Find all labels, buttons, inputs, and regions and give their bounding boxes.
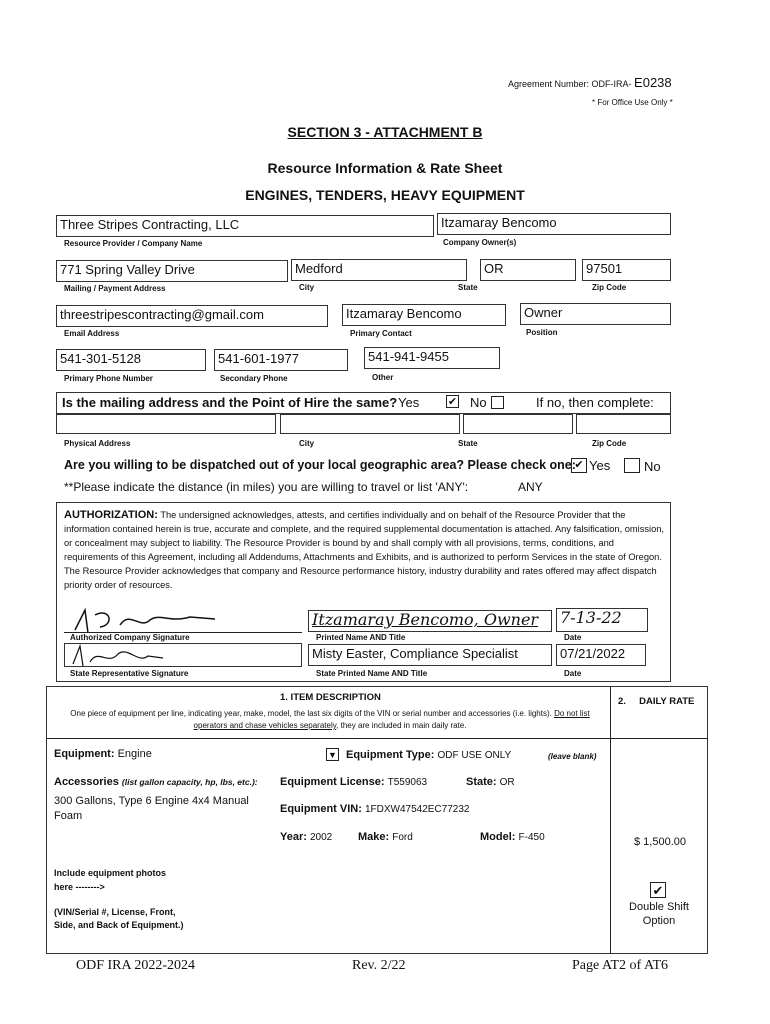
city-label: City bbox=[299, 283, 315, 292]
physical-state-label: State bbox=[458, 439, 478, 448]
primary-contact-field[interactable]: Itzamaray Bencomo bbox=[342, 304, 506, 326]
item-table-header-divider bbox=[46, 738, 708, 739]
physical-city-field[interactable] bbox=[280, 414, 460, 434]
other-phone-field[interactable]: 541-941-9455 bbox=[364, 347, 500, 369]
make-value: Ford bbox=[392, 832, 413, 843]
dispatch-no-label: No bbox=[644, 459, 661, 474]
date2-label: Date bbox=[564, 669, 582, 678]
state-label: State bbox=[458, 283, 478, 292]
footer-right: Page AT2 of AT6 bbox=[572, 958, 669, 973]
printed-name-field[interactable] bbox=[308, 610, 552, 632]
signature-scribble-icon bbox=[70, 605, 220, 635]
primary-phone-field[interactable]: 541-301-5128 bbox=[56, 349, 206, 371]
leave-blank-note: (leave blank) bbox=[548, 752, 597, 761]
double-shift-label: Double Shift Option bbox=[629, 901, 689, 927]
category-title: ENGINES, TENDERS, HEAVY EQUIPMENT bbox=[245, 187, 525, 203]
poh-no-label: No bbox=[470, 395, 487, 410]
make-row bbox=[358, 831, 413, 843]
section1-note-end: , they are included in main daily rate. bbox=[336, 721, 467, 730]
section1-note-underlined: Do not list operators and chase vehicles separately bbox=[193, 709, 590, 730]
state-field[interactable]: OR bbox=[480, 259, 576, 281]
photos-note: (VIN/Serial #, License, Front, Side, and Back of Equipment.) bbox=[54, 907, 184, 930]
state-signature-field[interactable] bbox=[64, 643, 302, 667]
printed-name-value: Itzamaray Bencomo, Owner bbox=[312, 610, 539, 629]
zip-label: Zip Code bbox=[592, 283, 627, 292]
accessories-value: 300 Gallons, Type 6 Engine 4x4 Manual Foam bbox=[54, 795, 249, 822]
dispatch-no-checkbox[interactable] bbox=[624, 458, 640, 473]
accessories-hint: (list gallon capacity, hp, lbs, etc.): bbox=[121, 777, 258, 787]
poh-no-checkbox[interactable] bbox=[491, 396, 504, 409]
dispatch-question: Are you willing to be dispatched out of your local geographic area? Please check one: bbox=[64, 458, 576, 472]
poh-yes-label: Yes bbox=[398, 395, 420, 410]
section1-note bbox=[60, 708, 600, 732]
company-signature-label: Authorized Company Signature bbox=[70, 633, 190, 642]
vin-row bbox=[280, 803, 469, 815]
year-value: 2002 bbox=[309, 832, 333, 843]
date1-value: 7-13-22 bbox=[560, 608, 622, 627]
license-value: T559063 bbox=[387, 777, 428, 788]
daily-rate-value: $ 1,500.00 bbox=[634, 836, 686, 848]
other-phone-label: Other bbox=[372, 373, 394, 382]
dispatch-yes-label: Yes bbox=[589, 458, 611, 473]
section2-title: 2. DAILY RATE bbox=[618, 696, 695, 707]
license-label: Equipment License: bbox=[280, 776, 385, 788]
photos-label: Include equipment photos here --------> bbox=[54, 868, 166, 892]
date2-field[interactable]: 07/21/2022 bbox=[556, 644, 646, 666]
state-printed-label: State Printed Name AND Title bbox=[316, 669, 428, 678]
poh-if-no: If no, then complete: bbox=[536, 395, 654, 410]
distance-prompt: **Please indicate the distance (in miles) you are willing to travel or list 'ANY': bbox=[64, 480, 469, 494]
equipment-type-dropdown-icon[interactable]: ▼ bbox=[326, 748, 339, 761]
company-name-label: Resource Provider / Company Name bbox=[64, 239, 203, 248]
agreement-value: E0238 bbox=[634, 75, 672, 90]
secondary-phone-label: Secondary Phone bbox=[220, 374, 288, 383]
footer-left: ODF IRA 2022-2024 bbox=[76, 958, 196, 973]
email-field[interactable]: threestripescontracting@gmail.com bbox=[56, 305, 328, 327]
company-name-field[interactable]: Three Stripes Contracting, LLC bbox=[56, 215, 434, 237]
state-printed-field[interactable]: Misty Easter, Compliance Specialist bbox=[308, 644, 552, 666]
accessories-label: Accessories bbox=[54, 776, 119, 788]
equipment-type-value: ODF USE ONLY bbox=[437, 750, 512, 761]
state-row bbox=[466, 776, 515, 788]
primary-phone-label: Primary Phone Number bbox=[64, 374, 153, 383]
item-table-col-divider bbox=[610, 686, 611, 954]
state-rep-label: State Representative Signature bbox=[70, 669, 189, 678]
vin-label: Equipment VIN: bbox=[280, 803, 362, 815]
section1-title: 1. ITEM DESCRIPTION bbox=[280, 692, 381, 703]
physical-city-label: City bbox=[299, 439, 315, 448]
make-label: Make: bbox=[358, 831, 390, 843]
license-row bbox=[280, 776, 427, 788]
physical-address-field[interactable] bbox=[56, 414, 276, 434]
authorization-heading: AUTHORIZATION: bbox=[64, 509, 158, 521]
authorization-text-block bbox=[64, 508, 664, 592]
printed-name-label: Printed Name AND Title bbox=[316, 633, 406, 642]
distance-value: ANY bbox=[518, 480, 543, 494]
date1-field[interactable] bbox=[556, 608, 648, 632]
physical-address-label: Physical Address bbox=[64, 439, 131, 448]
owner-label: Company Owner(s) bbox=[443, 238, 517, 247]
model-value: F-450 bbox=[518, 832, 545, 843]
city-field[interactable]: Medford bbox=[291, 259, 467, 281]
poh-yes-checkbox[interactable]: ✔ bbox=[447, 396, 458, 408]
model-row bbox=[480, 831, 545, 843]
section-title: SECTION 3 - ATTACHMENT B bbox=[287, 124, 483, 140]
office-note: * For Office Use Only * bbox=[592, 98, 673, 107]
year-label: Year: bbox=[280, 831, 307, 843]
position-label: Position bbox=[526, 328, 558, 337]
position-field[interactable]: Owner bbox=[520, 303, 671, 325]
point-of-hire-question: Is the mailing address and the Point of Hire the same? bbox=[62, 395, 398, 410]
state-signature-scribble-icon bbox=[68, 644, 208, 667]
authorization-text: The undersigned acknowledges, attests, and certifies individually and on behalf of the Resource Provider that the information contained herein is true, accurate and complete, and the required supplemental documentation is attached. Any falsification, omission, or concealment may subject to liability. The Resource Provider is bound by and shall comply with all provisions, terms, conditions, and requirements of this Agreement, including all Addendums, Attachments and Exhibits, and is authorized to perform Services in the state of Oregon. The Resource Provider acknowledges that company and Resource performance history, industry durability and rates offered may affect dispatch priority order of resources. bbox=[64, 510, 664, 590]
secondary-phone-field[interactable]: 541-601-1977 bbox=[214, 349, 348, 371]
agreement-label: Agreement Number: ODF-IRA- bbox=[508, 79, 632, 89]
vin-value: 1FDXW47542EC77232 bbox=[364, 804, 470, 815]
model-label: Model: bbox=[480, 831, 516, 843]
address-field[interactable]: 771 Spring Valley Drive bbox=[56, 260, 288, 282]
year-row bbox=[280, 831, 332, 843]
owner-field[interactable]: Itzamaray Bencomo bbox=[437, 213, 671, 235]
physical-zip-field[interactable] bbox=[576, 414, 671, 434]
section1-note-text: One piece of equipment per line, indicating year, make, model, the last six digits of the VIN or serial number and accessories (i.e. lights). bbox=[70, 709, 552, 718]
date1-label: Date bbox=[564, 633, 582, 642]
item-state-label: State: bbox=[466, 776, 497, 788]
physical-state-field[interactable] bbox=[463, 414, 573, 434]
email-label: Email Address bbox=[64, 329, 120, 338]
zip-field[interactable]: 97501 bbox=[582, 259, 671, 281]
equipment-row bbox=[54, 748, 152, 760]
subtitle: Resource Information & Rate Sheet bbox=[267, 160, 503, 176]
footer-center: Rev. 2/22 bbox=[352, 958, 406, 973]
primary-contact-label: Primary Contact bbox=[350, 329, 412, 338]
accessories-row bbox=[54, 776, 258, 788]
item-state-value: OR bbox=[499, 777, 515, 788]
agreement-number bbox=[508, 75, 672, 90]
equipment-label: Equipment: bbox=[54, 748, 115, 760]
equipment-value: Engine bbox=[117, 748, 152, 760]
physical-zip-label: Zip Code bbox=[592, 439, 627, 448]
address-label: Mailing / Payment Address bbox=[64, 284, 166, 293]
dispatch-yes-checkbox[interactable]: ✔ bbox=[571, 458, 587, 473]
double-shift-checkbox[interactable]: ✔ bbox=[650, 882, 666, 898]
equipment-type-row bbox=[346, 749, 511, 761]
equipment-type-label: Equipment Type: bbox=[346, 749, 435, 761]
